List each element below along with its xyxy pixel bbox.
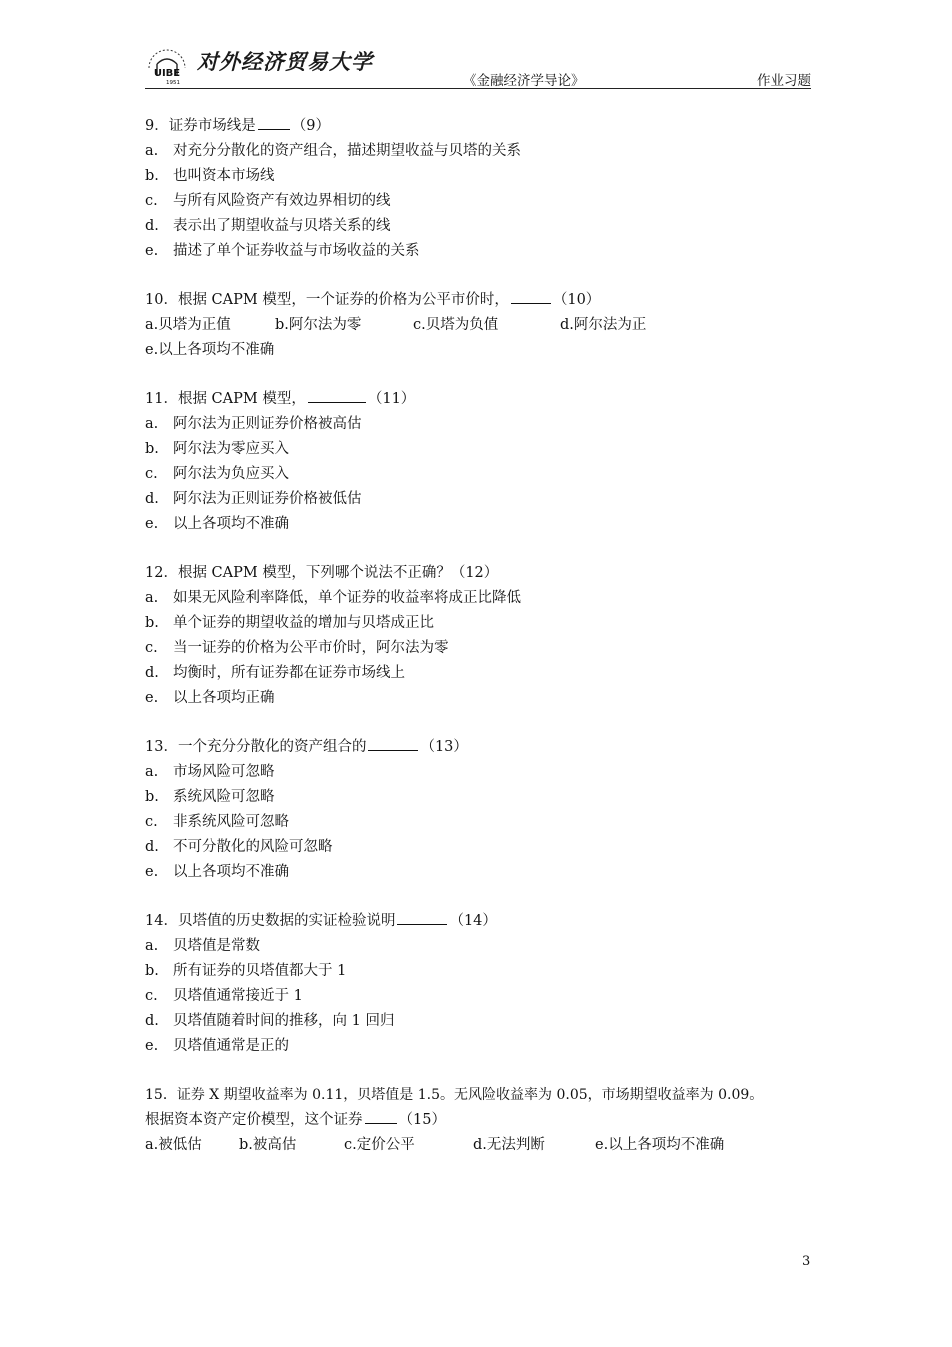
option-e: e. 以上各项均不准确: [145, 864, 289, 880]
option-c: c. 当一证券的价格为公平市价时，阿尔法为零: [145, 640, 449, 656]
question-9: [145, 114, 825, 264]
section-title: 作业习题: [757, 73, 811, 89]
question-stem: 14．贝塔值的历史数据的实证检验说明 （14）: [145, 909, 825, 934]
option-a: a. 如果无风险利率降低，单个证券的收益率将成正比降低: [145, 590, 521, 606]
university-name: 对外经济贸易大学: [197, 49, 373, 74]
option-b: b.被高估: [239, 1137, 297, 1153]
emblem-year: 1951: [166, 80, 180, 86]
option-a: a. 贝塔值是常数: [145, 938, 260, 954]
question-11: [145, 387, 825, 537]
question-13: [145, 735, 825, 885]
option-b: b. 阿尔法为零应买入: [145, 441, 289, 457]
option-b: b. 所有证券的贝塔值都大于 1: [145, 963, 347, 979]
option-a: a. 阿尔法为正则证券价格被高估: [145, 416, 362, 432]
question-stem: 11．根据 CAPM 模型， （11）: [145, 387, 825, 412]
option-e: e. 贝塔值通常是正的: [145, 1038, 289, 1054]
option-e: e. 以上各项均正确: [145, 690, 275, 706]
question-12: [145, 561, 825, 711]
option-d: d. 贝塔值随着时间的推移，向 1 回归: [145, 1013, 395, 1029]
answer-blank: [397, 909, 447, 925]
option-a: a. 市场风险可忽略: [145, 764, 275, 780]
option-a: a. 对充分分散化的资产组合，描述期望收益与贝塔的关系: [145, 143, 521, 159]
option-c: c. 贝塔值通常接近于 1: [145, 988, 303, 1004]
option-e: e.以上各项均不准确: [595, 1137, 725, 1153]
option-a: a.贝塔为正值: [145, 317, 231, 333]
inline-options: [145, 1133, 825, 1158]
option-b: b. 系统风险可忽略: [145, 789, 275, 805]
question-10: [145, 288, 825, 363]
page-header: [145, 36, 811, 89]
option-a: a.被低估: [145, 1137, 202, 1153]
question-stem: 10．根据 CAPM 模型，一个证券的价格为公平市价时， （10）: [145, 288, 825, 313]
question-15: [145, 1083, 825, 1158]
inline-options: [145, 313, 825, 338]
option-d: d.阿尔法为正: [560, 317, 647, 333]
university-emblem-icon: [145, 42, 189, 86]
question-stem: 15．证券 X 期望收益率为 0.11，贝塔值是 1.5。无风险收益率为 0.05，市场期望收益率为 0.09。: [145, 1087, 764, 1103]
option-c: c.贝塔为负值: [413, 317, 499, 333]
option-e: e. 描述了单个证券收益与市场收益的关系: [145, 243, 420, 259]
question-14: [145, 909, 825, 1059]
option-c: c. 阿尔法为负应买入: [145, 466, 289, 482]
course-title: 《金融经济学导论》: [463, 73, 585, 89]
question-stem: 9．证券市场线是 （9）: [145, 114, 825, 139]
question-stem-cont: 根据资本资产定价模型，这个证券 （15）: [145, 1108, 825, 1133]
option-b: b.阿尔法为零: [275, 317, 362, 333]
option-e: e. 以上各项均不准确: [145, 516, 289, 532]
option-b: b. 单个证券的期望收益的增加与贝塔成正比: [145, 615, 434, 631]
option-d: d. 均衡时，所有证券都在证券市场线上: [145, 665, 405, 681]
emblem-label: UIBE: [153, 68, 181, 79]
option-d: d.无法判断: [473, 1137, 545, 1153]
answer-blank: [365, 1108, 397, 1124]
page-number: 3: [802, 1254, 811, 1269]
option-c: c.定价公平: [344, 1137, 415, 1153]
answer-blank: [308, 387, 366, 403]
option-d: d. 表示出了期望收益与贝塔关系的线: [145, 218, 391, 234]
option-c: c. 非系统风险可忽略: [145, 814, 289, 830]
answer-blank: [368, 735, 418, 751]
question-list: [145, 114, 825, 1158]
answer-blank: [258, 114, 290, 130]
option-d: d. 阿尔法为正则证券价格被低估: [145, 491, 362, 507]
option-b: b. 也叫资本市场线: [145, 168, 275, 184]
option-e: e.以上各项均不准确: [145, 342, 275, 358]
question-stem: 13．一个充分分散化的资产组合的 （13）: [145, 735, 825, 760]
option-c: c. 与所有风险资产有效边界相切的线: [145, 193, 391, 209]
option-d: d. 不可分散化的风险可忽略: [145, 839, 333, 855]
answer-blank: [511, 288, 551, 304]
question-stem: 12．根据 CAPM 模型，下列哪个说法不正确？（12）: [145, 565, 499, 581]
